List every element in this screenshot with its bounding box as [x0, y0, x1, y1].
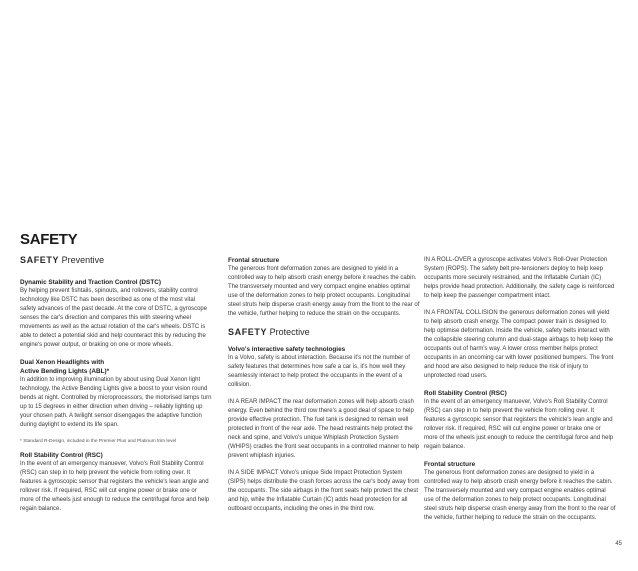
section-title-preventive	[20, 255, 212, 266]
section-title-strong: SAFETY	[228, 327, 268, 337]
footnote: * Standard R-Design, included in the Premier Plus and Platinum trim level	[20, 439, 177, 444]
section-title-strong: SAFETY	[20, 255, 60, 265]
rsc-text: In the event of an emergency manuever, Volvo's Roll Stability Control (RSC) can step in to help prevent the vehicle from rolling over. It features a gyroscopic sensor that registers the vehicle's lean angle and rollover risk. If required, RSC will cut engine power or brake one or more of the wheels just enough to reduce the centrifugal force and help regain balance.	[424, 399, 614, 450]
side-impact-text: IN A SIDE IMPACT Volvo's unique Side Impact Protection System (SIPS) helps distribute the crash forces across the car's body away from the occupants. The side airbags in the front seats help protect the chest and hip, while the Inflatable Curtain (IC) adds head protection for all outboard occupants, including the ones in the third row.	[228, 470, 420, 512]
column-left	[20, 232, 212, 522]
frontal-collision-text: IN A FRONTAL COLLISION the generous deformation zones will yield to help absorb crash energy. The compact power train is designed to help optimise deformation. Inside the vehicle, safety belts interact with the collapsible steering column and dual-stage airbags to help keep the occupants out of harm's way. A lower cross member helps protect occupants in an oncoming car with lower positioned bumpers. The front and hood are also designed to help reduce the risk of injury to unprotected road users.	[424, 310, 614, 379]
page-title: SAFETY	[20, 231, 78, 248]
xenon-heading-line-1: Dual Xenon Headlights with	[20, 359, 105, 366]
frontal-structure-text: The generous front deformation zones are designed to yield in a controlled way to help absorb crash energy before it reaches the cabin. The transversely mounted and very compact engine enables optimal use of the deformation zones to help protect occupants. Longitudinal steel struts help disperse crash energy away from the front to the rear of the vehicle, further helping to reduce the strain on the occupants.	[424, 470, 616, 521]
xenon-heading-line-2: Active Bending Lights (ABL)*	[20, 368, 110, 375]
dstc-text: By helping prevent fishtails, spinouts, and rollovers, stability control technology like DSTC has been described as one of the most vital safety advances of the past decade. At the core of DSTC, a gyroscope senses the car's direction and compares this with steering wheel movements as well as the actual rotation of the car's wheels. DSTC is able to detect a potential skid and help counteract this by reducing the engine's power output, or braking on one or more wheels.	[20, 288, 208, 348]
rollover-text: IN A ROLL-OVER a gyroscope activates Volvo's Roll-Over Protection System (ROPS). The safety belt pre-tensioners deploy to help keep occupants more securely restrained, and the Inflatable Curtain (IC) helps provide head protection. Additionally, the safety cage is reinforced to help keep the passenger compartment intact.	[424, 257, 615, 299]
page-number: 45	[615, 541, 622, 547]
interactive-safety-heading: Volvo's interactive safety technologies	[228, 346, 346, 353]
interactive-safety-text: In a Volvo, safety is about interaction. Because it's not the number of safety features that determines how safe a car is, it's how well they seamlessly interact to help protect the occupants in the event of a collision.	[228, 355, 410, 388]
rsc-heading: Roll Stability Control (RSC)	[20, 452, 103, 459]
frontal-structure-heading: Frontal structure	[228, 257, 280, 264]
section-title-light: Preventive	[61, 255, 105, 265]
rear-impact-text: IN A REAR IMPACT the rear deformation zones will help absorb crash energy. Even behind the third row there's a good deal of space to help provide effective protection. The fuel tank is designed to remain well protected in front of the rear axle. The head restraints help protect the neck and spine, and Volvo's unique Whiplash Protection System (WHIPS) cradles the front seat occupants in a controlled manner to help prevent whiplash injuries.	[228, 399, 420, 459]
section-title-protective	[228, 327, 420, 338]
dstc-heading: Dynamic Stability and Traction Control (DSTC)	[20, 279, 161, 286]
section-title-light: Protective	[269, 327, 310, 337]
frontal-structure-text: The generous front deformation zones are designed to yield in a controlled way to help absorb crash energy before it reaches the cabin. The transversely mounted and very compact engine enables optimal use of the deformation zones to help protect occupants. Longitudinal steel struts help disperse crash energy away from the front to the rear of the vehicle, further helping to reduce the strain on the occupants.	[228, 266, 420, 317]
column-right	[424, 256, 616, 531]
column-middle	[228, 256, 420, 522]
rsc-text: In the event of an emergency manuever, Volvo's Roll Stability Control (RSC) can step in to help prevent the vehicle from rolling over. It features a gyroscopic sensor that registers the vehicle's lean angle and rollover risk. If required, RSC will cut engine power or brake one or more of the wheels just enough to reduce the centrifugal force and help regain balance.	[20, 461, 210, 512]
rsc-heading: Roll Stability Control (RSC)	[424, 390, 507, 397]
frontal-structure-heading: Frontal structure	[424, 461, 476, 468]
xenon-text: In addition to improving illumination by about using Dual Xenon light technology, the Active Bending Lights give a boost to your vision round bends at night. Controlled by microprocessors, the motorised lamps turn up to 15 degrees in either direction when driving – reliably lighting up your chosen path. A twilight sensor disengages the adaptive function during daylight to extend its life span.	[20, 377, 212, 428]
